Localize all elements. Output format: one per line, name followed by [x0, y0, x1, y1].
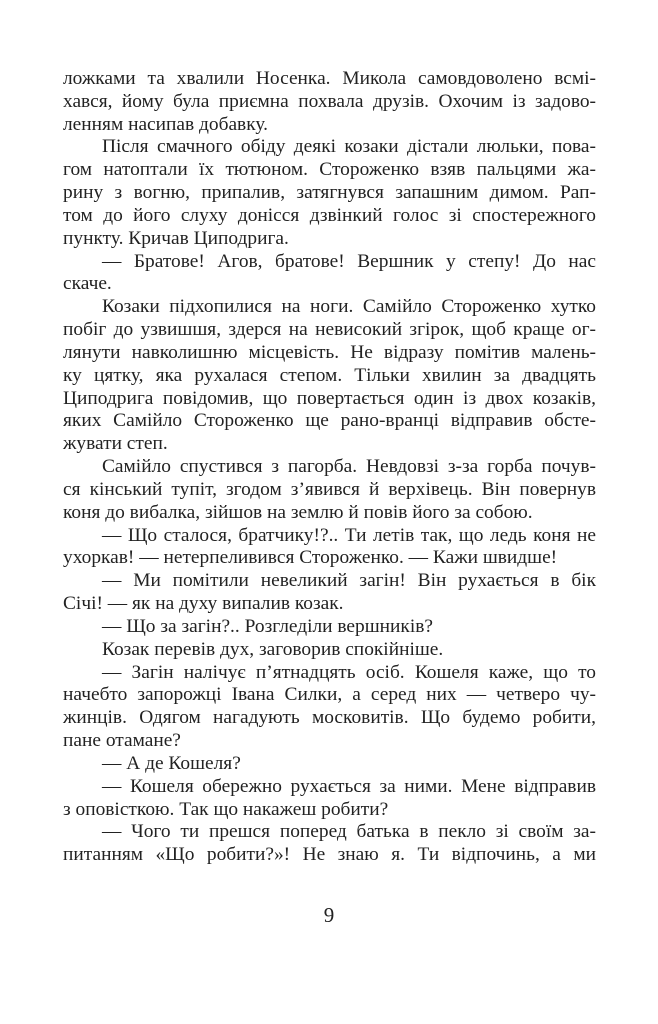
text-line: ся кінський тупіт, згодом з’явився й верхівець. Він повернув — [63, 478, 596, 500]
text-line: ложками та хвалили Носенка. Микола самовдоволено всмі- — [63, 68, 596, 89]
text-line: — Чого ти прешся поперед батька в пекло зі своїм за- — [102, 821, 596, 843]
page-number: 9 — [323, 903, 335, 927]
text-line: Козак перевів дух, заговорив спокійніше. — [102, 638, 444, 660]
text-line: хався, йому була приємна похвала друзів. Охочим із задово- — [63, 90, 596, 112]
text-line: — Загін налічує п’ятнадцять осіб. Кошеля каже, що то — [102, 661, 596, 683]
text-line: Після смачного обіду деякі козаки дістали люльки, пова- — [102, 136, 596, 158]
text-line: пане отамане? — [63, 730, 181, 752]
text-line: начебто запорожці Івана Силки, а серед них — четверо чу- — [63, 684, 596, 706]
text-line: — Кошеля обережно рухається за ними. Мене відправив — [102, 775, 596, 797]
text-line: ухоркав! — нетерпеливився Стороженко. — Кажи швидше! — [63, 547, 558, 569]
text-line: жинців. Одягом нагадують московитів. Що будемо робити, — [63, 707, 596, 729]
text-line: — Братове! Агов, братове! Вершник у степу! До нас — [102, 250, 596, 272]
text-line: гом натоптали їх тютюном. Стороженко взяв пальцями жа- — [63, 159, 596, 181]
text-line: — Що сталося, братчику!?.. Ти летів так, що ледь коня не — [102, 524, 596, 546]
text-line: — А де Кошеля? — [102, 752, 241, 774]
text-line: Козаки підхопилися на ноги. Самійло Стороженко хутко — [102, 296, 596, 318]
text-line: ленням насипав добавку. — [63, 113, 268, 135]
text-line: — Що за загін?.. Розгледіли вершників? — [102, 615, 433, 637]
text-line: скаче. — [63, 273, 112, 295]
text-line: пункту. Кричав Циподрига. — [63, 227, 289, 249]
text-line: лянути навколишню місцевість. Не відразу помітив малень- — [63, 341, 596, 363]
text-line: яких Самійло Стороженко ще рано-вранці відправив обсте- — [63, 410, 596, 432]
text-line: рину з вогню, припалив, затягнувся запашним димом. Рап- — [63, 182, 596, 204]
text-line: Самійло спустився з пагорба. Невдовзі з-за горба почув- — [102, 456, 596, 478]
text-line: Циподрига повідомив, що повертається один із двох козаків, — [63, 387, 596, 409]
text-line: коня до вибалка, зійшов на землю й повів його за собою. — [63, 501, 533, 523]
text-line: Січі! — як на духу випалив козак. — [63, 593, 344, 615]
text-line: питанням «Що робити?»! Не знаю я. Ти відпочинь, а ми — [63, 844, 596, 866]
text-line: побіг до узвишшя, здерся на невисокий згірок, щоб краще ог- — [63, 319, 596, 341]
text-line: — Ми помітили невеликий загін! Він рухається в бік — [102, 570, 596, 592]
text-line: з оповісткою. Так що накажеш робити? — [63, 798, 389, 820]
text-line: ку цятку, яка рухалася степом. Тільки хвилин за двадцять — [63, 364, 596, 386]
text-line: жувати степ. — [63, 433, 168, 455]
text-line: том до його слуху донісся дзвінкий голос зі спостережного — [63, 204, 596, 226]
body-text — [63, 68, 596, 867]
